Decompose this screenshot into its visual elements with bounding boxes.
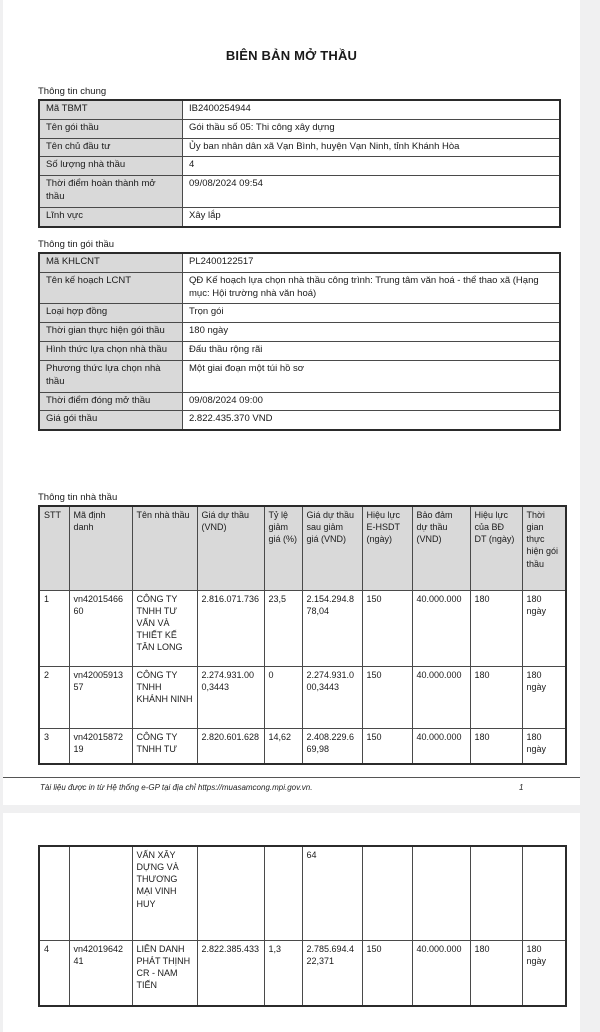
table-row (39, 100, 560, 119)
cell-price-after-discount: 2.408.229.669,98 (302, 728, 362, 764)
field-label: Giá gói thầu (39, 411, 183, 430)
cell-discount-pct: 1,3 (264, 940, 302, 1006)
table-row (39, 157, 560, 176)
bidder-row (39, 590, 566, 666)
cell-validity: 150 (362, 666, 412, 728)
table-row (39, 360, 560, 392)
bidders-header-row (39, 506, 566, 590)
cell-bidder-id (69, 846, 132, 940)
table-row (39, 119, 560, 138)
table-row (39, 392, 560, 411)
column-header: STT (39, 506, 69, 590)
column-header: Giá dự thầu sau giảm giá (VND) (302, 506, 362, 590)
table-row (39, 411, 560, 430)
field-value: Trọn gói (183, 304, 561, 323)
field-value: QĐ Kế hoạch lựa chọn nhà thầu công trình: Trung tâm văn hoá - thể thao xã (Hạng mục: Hội trường nhà văn hoá) (183, 272, 561, 304)
field-label: Tên chủ đầu tư (39, 138, 183, 157)
cell-duration: 180 ngày (522, 666, 566, 728)
cell-bidder-name: VẤN XÂY DỰNG VÀ THƯƠNG MẠI VINH HUY (132, 846, 197, 940)
cell-stt (39, 846, 69, 940)
cell-guarantee-validity: 180 (470, 728, 522, 764)
cell-bidder-id: vn4201546660 (69, 590, 132, 666)
cell-guarantee-validity: 180 (470, 940, 522, 1006)
cell-duration: 180 ngày (522, 940, 566, 1006)
column-header: Hiệu lực E-HSDT (ngày) (362, 506, 412, 590)
column-header: Giá dự thầu (VND) (197, 506, 264, 590)
field-value: Gói thầu số 05: Thi công xây dựng (183, 119, 561, 138)
cell-validity: 150 (362, 728, 412, 764)
column-header: Hiệu lực của BĐ DT (ngày) (470, 506, 522, 590)
cell-price-after-discount: 64 (302, 846, 362, 940)
cell-validity: 150 (362, 590, 412, 666)
field-value: 09/08/2024 09:00 (183, 392, 561, 411)
cell-bidder-id: vn4201964241 (69, 940, 132, 1006)
cell-guarantee-validity: 180 (470, 666, 522, 728)
field-label: Tên kế hoạch LCNT (39, 272, 183, 304)
bidder-row (39, 940, 566, 1006)
cell-guarantee (412, 846, 470, 940)
cell-guarantee-validity (470, 846, 522, 940)
cell-duration (522, 846, 566, 940)
section-heading-package: Thông tin gói thầu (38, 239, 115, 250)
cell-stt: 3 (39, 728, 69, 764)
cell-bidder-name: CÔNG TY TNHH KHÁNH NINH (132, 666, 197, 728)
footer-note: Tài liệu được in từ Hệ thống e-GP tại địa chỉ https://muasamcong.mpi.gov.vn. (40, 783, 313, 792)
field-label: Tên gói thầu (39, 119, 183, 138)
bidder-row-continuation (39, 846, 566, 940)
cell-duration: 180 ngày (522, 728, 566, 764)
table-row (39, 304, 560, 323)
table-row (39, 272, 560, 304)
cell-bidder-name: CÔNG TY TNHH TƯ (132, 728, 197, 764)
bidder-row (39, 728, 566, 764)
cell-discount-pct: 0 (264, 666, 302, 728)
field-label: Phương thức lựa chọn nhà thầu (39, 360, 183, 392)
cell-duration: 180 ngày (522, 590, 566, 666)
column-header: Tên nhà thầu (132, 506, 197, 590)
field-label: Hình thức lựa chọn nhà thầu (39, 342, 183, 361)
field-value: PL2400122517 (183, 253, 561, 272)
pdf-page-1 (3, 0, 580, 805)
cell-bid-price (197, 846, 264, 940)
cell-discount-pct: 14,62 (264, 728, 302, 764)
table-row (39, 253, 560, 272)
cell-bid-price: 2.822.385.433 (197, 940, 264, 1006)
table-row (39, 176, 560, 208)
table-row (39, 323, 560, 342)
field-value: 09/08/2024 09:54 (183, 176, 561, 208)
cell-stt: 4 (39, 940, 69, 1006)
field-label: Mã KHLCNT (39, 253, 183, 272)
cell-price-after-discount: 2.274.931.000,3443 (302, 666, 362, 728)
table-row (39, 342, 560, 361)
footer-divider (3, 777, 580, 778)
field-value: Đấu thầu rộng rãi (183, 342, 561, 361)
cell-stt: 2 (39, 666, 69, 728)
field-value: 180 ngày (183, 323, 561, 342)
column-header: Mã định danh (69, 506, 132, 590)
cell-price-after-discount: 2.154.294.878,04 (302, 590, 362, 666)
cell-bid-price: 2.820.601.628 (197, 728, 264, 764)
column-header: Tỷ lệ giảm giá (%) (264, 506, 302, 590)
section-heading-general: Thông tin chung (38, 86, 107, 97)
cell-discount-pct (264, 846, 302, 940)
field-value: Xây lắp (183, 207, 561, 226)
footer-page-number: 1 (519, 783, 524, 792)
field-label: Thời điểm hoàn thành mở thầu (39, 176, 183, 208)
table-row (39, 207, 560, 226)
field-label: Thời điểm đóng mở thầu (39, 392, 183, 411)
cell-bid-price: 2.274.931.000,3443 (197, 666, 264, 728)
field-value: 4 (183, 157, 561, 176)
field-value: Ủy ban nhân dân xã Vạn Bình, huyện Vạn Ninh, tỉnh Khánh Hòa (183, 138, 561, 157)
cell-stt: 1 (39, 590, 69, 666)
field-label: Loại hợp đồng (39, 304, 183, 323)
cell-bidder-id: vn4201587219 (69, 728, 132, 764)
cell-validity: 150 (362, 940, 412, 1006)
section-heading-bidders: Thông tin nhà thầu (38, 492, 118, 503)
field-label: Số lượng nhà thầu (39, 157, 183, 176)
table-row (39, 138, 560, 157)
field-label: Thời gian thực hiện gói thầu (39, 323, 183, 342)
cell-guarantee: 40.000.000 (412, 666, 470, 728)
cell-bidder-id: vn4200591357 (69, 666, 132, 728)
field-value: 2.822.435.370 VND (183, 411, 561, 430)
cell-guarantee: 40.000.000 (412, 590, 470, 666)
cell-bidder-name: LIÊN DANH PHÁT THỊNH CR - NAM TIẾN (132, 940, 197, 1006)
bidder-row (39, 666, 566, 728)
cell-discount-pct: 23,5 (264, 590, 302, 666)
bidders-table-continued (38, 845, 567, 1007)
field-label: Mã TBMT (39, 100, 183, 119)
document-title: BIÊN BẢN MỞ THẦU (225, 48, 358, 63)
column-header: Thời gian thực hiện gói thầu (522, 506, 566, 590)
cell-guarantee: 40.000.000 (412, 728, 470, 764)
cell-bid-price: 2.816.071.736 (197, 590, 264, 666)
field-label: Lĩnh vực (39, 207, 183, 226)
field-value: IB2400254944 (183, 100, 561, 119)
bidders-table (38, 505, 567, 765)
general-info-table (38, 99, 561, 228)
field-value: Một giai đoạn một túi hồ sơ (183, 360, 561, 392)
cell-bidder-name: CÔNG TY TNHH TƯ VẤN VÀ THIẾT KẾ TÂN LONG (132, 590, 197, 666)
cell-price-after-discount: 2.785.694.422,371 (302, 940, 362, 1006)
cell-validity (362, 846, 412, 940)
cell-guarantee: 40.000.000 (412, 940, 470, 1006)
package-info-table (38, 252, 561, 431)
cell-guarantee-validity: 180 (470, 590, 522, 666)
column-header: Bảo đảm dự thầu (VND) (412, 506, 470, 590)
pdf-page-2 (3, 813, 580, 1032)
